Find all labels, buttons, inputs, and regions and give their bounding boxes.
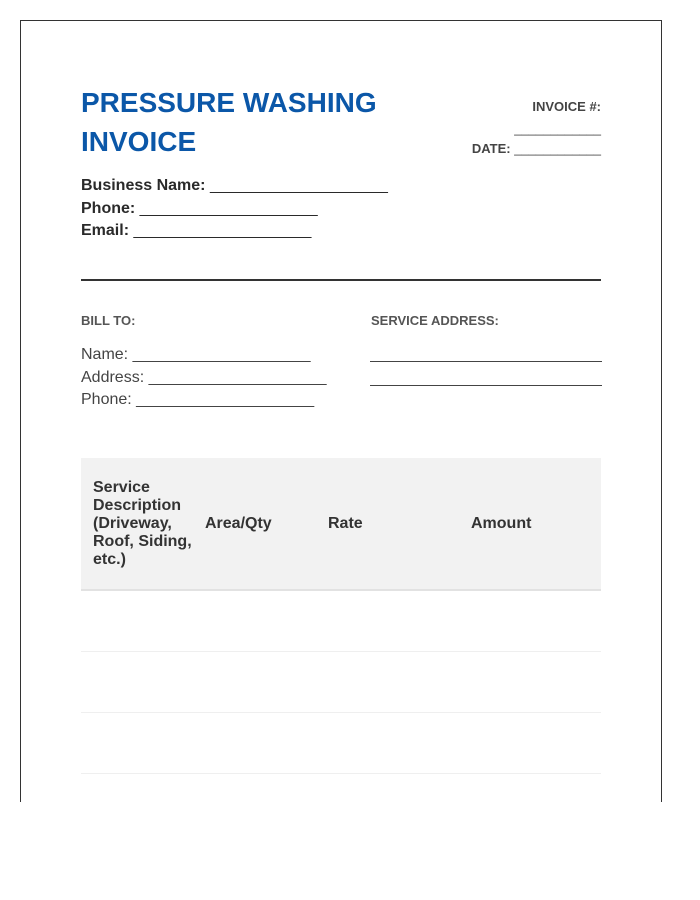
business-phone-field[interactable]: ____________________ [139,200,318,217]
service-address-field-1[interactable] [370,361,602,362]
business-name-field[interactable]: ____________________ [209,177,388,194]
bill-to-label: BILL TO: [81,313,136,328]
business-email-field[interactable]: ____________________ [133,222,312,239]
section-divider [81,279,601,281]
bill-address-row [81,369,327,387]
table-row[interactable] [81,713,601,774]
bill-phone-row [81,391,314,409]
table-header [81,458,601,591]
bill-phone-label: Phone: [81,391,132,408]
business-email-row [81,222,311,240]
services-table [81,458,601,774]
table-row[interactable] [81,591,601,652]
table-row[interactable] [81,652,601,713]
bill-name-row [81,346,311,364]
service-address-label: SERVICE ADDRESS: [371,313,499,328]
bill-phone-field[interactable]: ____________________ [136,391,315,408]
bill-name-label: Name: [81,346,129,363]
header-rate: Rate [328,514,363,532]
header-area-qty: Area/Qty [205,514,272,532]
invoice-number-label: INVOICE #: [532,99,601,114]
business-email-label: Email: [81,222,130,239]
invoice-date-field[interactable]: ____________ [514,141,601,156]
invoice-date-label: DATE: [471,141,511,156]
invoice-page [20,20,662,802]
service-address-field-2[interactable] [370,385,602,386]
business-name-row [81,177,388,195]
business-phone-row [81,200,318,218]
business-phone-label: Phone: [81,200,136,217]
bill-address-field[interactable]: ____________________ [148,369,327,386]
invoice-date-row [472,141,601,156]
invoice-number-field[interactable]: ____________ [514,121,601,136]
header-amount: Amount [471,514,532,532]
header-service-description: Service Description (Driveway, Roof, Siding, etc.) [93,478,192,568]
bill-name-field[interactable]: ____________________ [132,346,311,363]
invoice-title: PRESSURE WASHING INVOICE [81,87,377,157]
business-name-label: Business Name: [81,177,206,194]
bill-address-label: Address: [81,369,145,386]
